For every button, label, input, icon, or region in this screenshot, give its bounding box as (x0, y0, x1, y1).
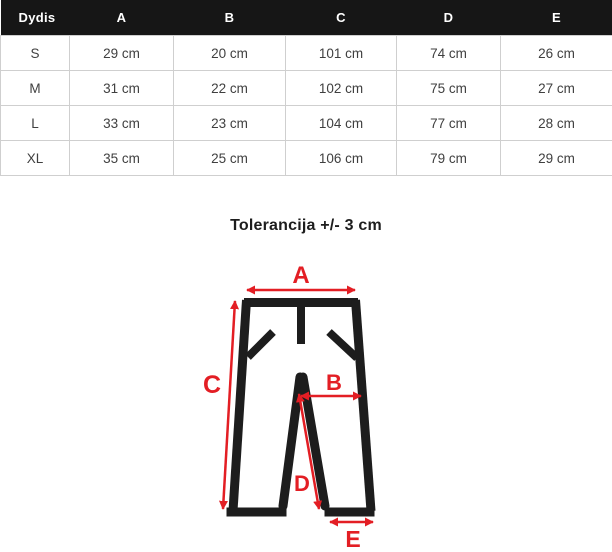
value-cell: 102 cm (286, 71, 397, 106)
value-cell: 79 cm (397, 141, 501, 176)
header-cell-c: C (286, 0, 397, 36)
header-cell-e: E (501, 0, 612, 36)
table-row-m (1, 71, 612, 106)
header-cell-b: B (174, 0, 286, 36)
label-d: D (294, 471, 310, 496)
label-c: C (202, 371, 222, 399)
size-table-body (1, 36, 612, 176)
right-outer-seam (356, 300, 372, 511)
size-cell: XL (1, 141, 70, 176)
value-cell: 75 cm (397, 71, 501, 106)
value-cell: 25 cm (174, 141, 286, 176)
left-outer-seam (233, 300, 247, 511)
pants-measurement-diagram (0, 250, 612, 552)
size-cell: M (1, 71, 70, 106)
value-cell: 28 cm (501, 106, 612, 141)
label-a: A (292, 262, 310, 289)
header-cell-a: A (70, 0, 174, 36)
value-cell: 33 cm (70, 106, 174, 141)
table-row-l (1, 106, 612, 141)
value-cell: 29 cm (70, 36, 174, 71)
header-row (1, 0, 612, 36)
label-b: B (326, 370, 342, 395)
label-e: E (345, 526, 361, 552)
header-cell-d: D (397, 0, 501, 36)
value-cell: 31 cm (70, 71, 174, 106)
value-cell: 23 cm (174, 106, 286, 141)
value-cell: 104 cm (286, 106, 397, 141)
value-cell: 27 cm (501, 71, 612, 106)
value-cell: 26 cm (501, 36, 612, 71)
tolerance-note: Tolerancija +/- 3 cm (230, 217, 382, 234)
size-cell: L (1, 106, 70, 141)
value-cell: 74 cm (397, 36, 501, 71)
value-cell: 22 cm (174, 71, 286, 106)
value-cell: 77 cm (397, 106, 501, 141)
table-row-s (1, 36, 612, 71)
right-pocket-line (329, 332, 357, 358)
value-cell: 35 cm (70, 141, 174, 176)
table-row-xl (1, 141, 612, 176)
header-cell-dydis: Dydis (1, 0, 70, 36)
value-cell: 106 cm (286, 141, 397, 176)
size-table (0, 0, 612, 176)
size-cell: S (1, 36, 70, 71)
value-cell: 29 cm (501, 141, 612, 176)
size-table-header (1, 0, 612, 36)
value-cell: 20 cm (174, 36, 286, 71)
value-cell: 101 cm (286, 36, 397, 71)
left-pocket-line (248, 332, 273, 357)
